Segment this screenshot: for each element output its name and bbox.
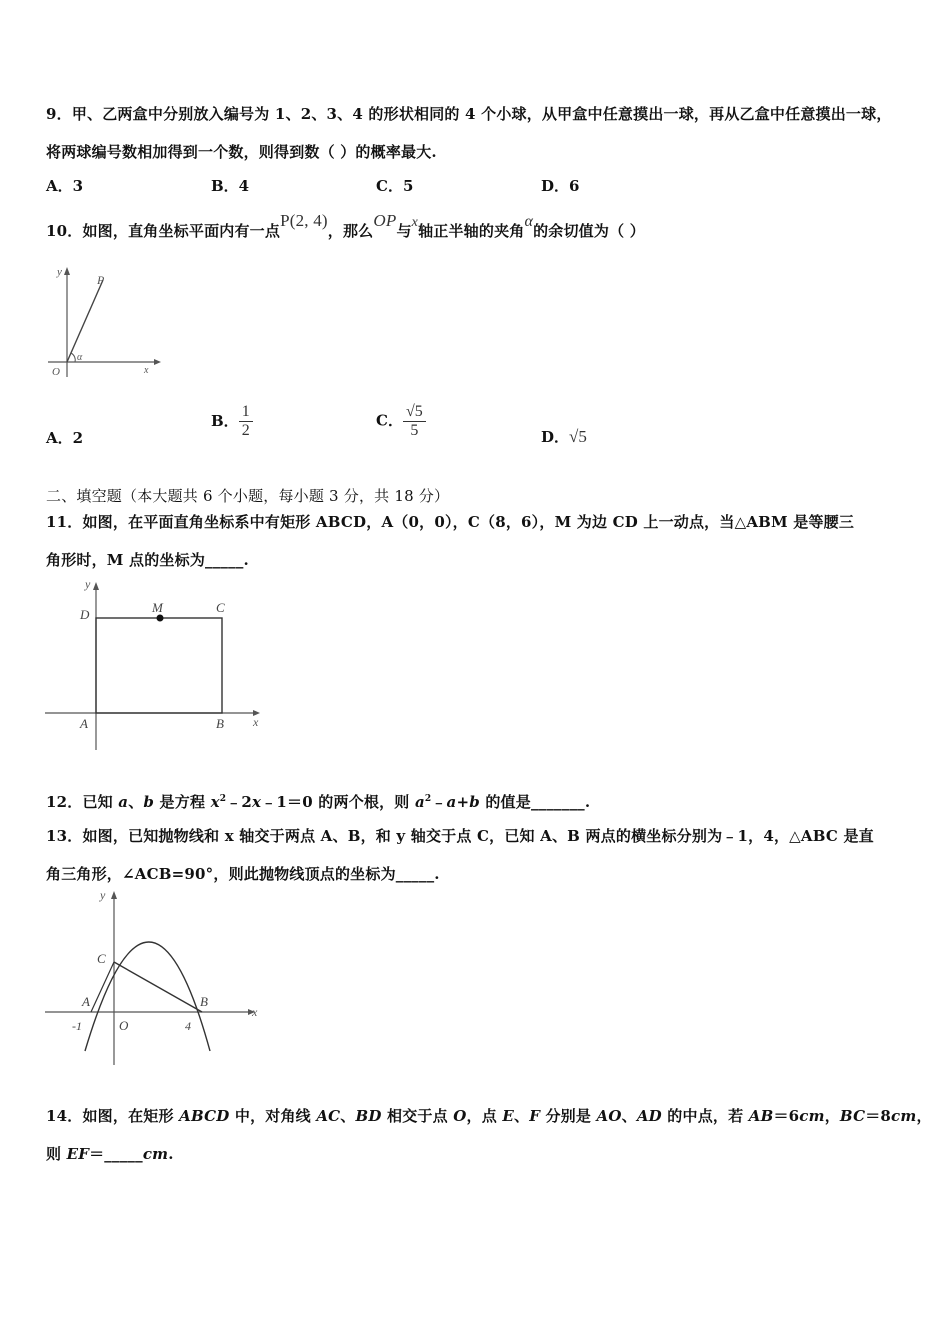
q13-fig-a: A <box>82 994 90 1009</box>
q11-line1: 11．如图，在平面直角坐标系中有矩形 ABCD，A（0，0），C（8，6），M 为边 CD 上一动点，当△ABM 是等腰三 <box>46 513 855 531</box>
q13-line2: 角三角形，∠ACB=90°，则此抛物线顶点的坐标为_____. <box>46 865 440 883</box>
q13-segment-ca <box>91 962 114 1012</box>
q10-option-b <box>211 403 253 440</box>
q10-option-d-value: √5 <box>569 427 587 446</box>
q10-op: OP <box>373 211 397 230</box>
q11-figure <box>40 575 265 755</box>
q10-option-c <box>376 403 426 440</box>
q10-mid2: 与 <box>396 222 412 240</box>
q10-mid3: 轴正半轴的夹角 <box>418 222 525 240</box>
q10-y-arrow <box>64 267 70 275</box>
q9-line2: 将两球编号数相加得到一个数，则得到数（ ）的概率最大. <box>46 143 437 161</box>
q10-option-b-frac <box>239 403 253 440</box>
q13-fig-o: O <box>119 1018 129 1033</box>
q10-option-c-den: 5 <box>410 422 419 439</box>
q11-fig-a: A <box>80 716 88 731</box>
q10-option-d <box>541 426 587 447</box>
q10-prefix: 10．如图，直角坐标平面内有一点 <box>46 222 281 240</box>
q9-option-a: A．3 <box>46 177 84 195</box>
q13-fig-neg1: -1 <box>72 1019 82 1033</box>
q14-o: O <box>453 1107 467 1125</box>
q12-var-a3: a <box>446 793 457 811</box>
q10-option-a: A．2 <box>46 429 84 447</box>
q10-option-d-label: D． <box>541 428 570 446</box>
q14-ef: EF <box>66 1145 90 1163</box>
q12-exp-2: 2 <box>424 794 432 804</box>
q12-var-a2: a <box>414 793 425 811</box>
section2-title: 二、填空题（本大题共 6 个小题，每小题 3 分，共 18 分） <box>46 487 450 505</box>
q12-var-b2: b <box>469 793 480 811</box>
q13-fig-x: x <box>252 1005 258 1019</box>
q10-option-b-num: 1 <box>239 403 253 422</box>
q13-fig-b: B <box>200 994 208 1009</box>
q12-text-3: 是方程 <box>154 793 211 811</box>
q14-cm-2: cm <box>891 1107 917 1125</box>
q14-bc: BC <box>839 1107 866 1125</box>
q13-figure <box>40 885 265 1070</box>
q12-var-b: b <box>143 793 155 811</box>
q14-text-7: 分别是 <box>540 1107 597 1125</box>
q10-option-c-num: √5 <box>403 403 426 422</box>
q14-ac: AC <box>316 1107 341 1125</box>
q12-text-5: ﹣1＝0 的两个根，则 <box>261 793 415 811</box>
q14-abcd: ABCD <box>179 1107 230 1125</box>
q11-rectangle <box>96 618 222 713</box>
q14-text-9: 的中点，若 <box>661 1107 749 1125</box>
q10-mid1: ，那么 <box>327 222 374 240</box>
q14-ao: AO <box>596 1107 622 1125</box>
q9-option-d: D．6 <box>541 177 580 195</box>
q14-text-6: 、 <box>514 1107 530 1125</box>
q11-fig-b: B <box>216 716 224 731</box>
q10-option-b-den: 2 <box>241 422 250 439</box>
q10-angle-arc <box>71 353 75 362</box>
q11-fig-c: C <box>216 600 225 615</box>
q11-y-arrow <box>93 582 99 590</box>
q14-cm-3: cm <box>142 1145 169 1163</box>
q10-option-b-label: B． <box>211 411 239 430</box>
q14-e: E <box>502 1107 514 1125</box>
q14-text-1: 14．如图，在矩形 <box>46 1107 180 1125</box>
q14-f: F <box>529 1107 541 1125</box>
q11-point-m <box>157 615 164 622</box>
q13-y-arrow <box>111 891 117 899</box>
q10-option-c-label: C． <box>376 411 403 430</box>
q14-text-8: 、 <box>621 1107 637 1125</box>
q9-line1: 9．甲、乙两盒中分别放入编号为 1、2、3、4 的形状相同的 4 个小球，从甲盒中任意摸出一球，再从乙盒中任意摸出一球， <box>46 105 892 123</box>
q9-option-c: C．5 <box>376 177 414 195</box>
q12-text-1: 12．已知 <box>46 793 119 811</box>
q12-exp-1: 2 <box>219 794 227 804</box>
q10-alpha: α <box>524 213 534 230</box>
q10-x: x <box>411 215 419 230</box>
q10-suffix: 的余切值为（ ） <box>533 222 645 240</box>
q10-stem <box>46 210 645 240</box>
q9-option-b: B．4 <box>211 177 250 195</box>
q14-line2 <box>46 1143 174 1164</box>
q12-text-8: 的值是_______. <box>479 793 591 811</box>
q11-line2: 角形时，M 点的坐标为_____. <box>46 551 249 569</box>
q13-line1: 13．如图，已知抛物线和 x 轴交于两点 A、B，和 y 轴交于点 C，已知 A、B 两点的横坐标分别为﹣1，4，△ABC 是直 <box>46 827 874 845</box>
q14-cm-1: cm <box>799 1107 825 1125</box>
q10-fig-o: O <box>52 366 60 378</box>
q14-text-4: 相交于点 <box>381 1107 454 1125</box>
q11-fig-m: M <box>152 600 163 615</box>
q14-text-5: ，点 <box>466 1107 503 1125</box>
q11-fig-d: D <box>80 607 90 622</box>
q10-x-arrow <box>154 359 161 365</box>
q14-line1 <box>46 1105 932 1126</box>
q13-fig-c: C <box>97 951 106 966</box>
q14-l2-text-1: 则 <box>46 1145 67 1163</box>
q10-option-c-frac <box>403 403 426 440</box>
q10-fig-p: P <box>97 273 105 287</box>
q14-text-12: ＝8 <box>865 1107 892 1125</box>
q14-ad: AD <box>636 1107 662 1125</box>
q11-fig-y: y <box>85 577 91 591</box>
q12-var-a: a <box>118 793 129 811</box>
q12-var-x: x <box>210 793 220 811</box>
q10-fig-alpha: α <box>77 352 83 363</box>
q14-text-11: ， <box>824 1107 840 1125</box>
q13-fig-4: 4 <box>185 1019 191 1033</box>
q11-fig-x: x <box>253 715 259 729</box>
q12-text-2: 、 <box>128 793 144 811</box>
q10-figure <box>40 262 165 380</box>
q12-var-x2: x <box>252 793 262 811</box>
q10-point: P(2, 4) <box>280 211 328 230</box>
q14-text-13: ， <box>916 1107 932 1125</box>
q14-l2-text-2: ＝_____ <box>89 1145 143 1163</box>
q14-ab: AB <box>748 1107 774 1125</box>
q12-text-7: + <box>456 793 470 811</box>
q13-fig-y: y <box>100 888 106 902</box>
q14-bd: BD <box>355 1107 382 1125</box>
q12-text-4: ﹣2 <box>226 793 253 811</box>
q14-text-3: 、 <box>340 1107 356 1125</box>
q14-text-10: ＝6 <box>773 1107 800 1125</box>
q10-fig-y: y <box>57 266 62 278</box>
q14-text-2: 中，对角线 <box>229 1107 317 1125</box>
q10-fig-x: x <box>144 365 149 376</box>
q12-line <box>46 791 590 812</box>
q10-ray-op <box>67 280 103 362</box>
q14-l2-text-3: . <box>168 1145 174 1163</box>
q12-text-6: ﹣ <box>431 793 447 811</box>
